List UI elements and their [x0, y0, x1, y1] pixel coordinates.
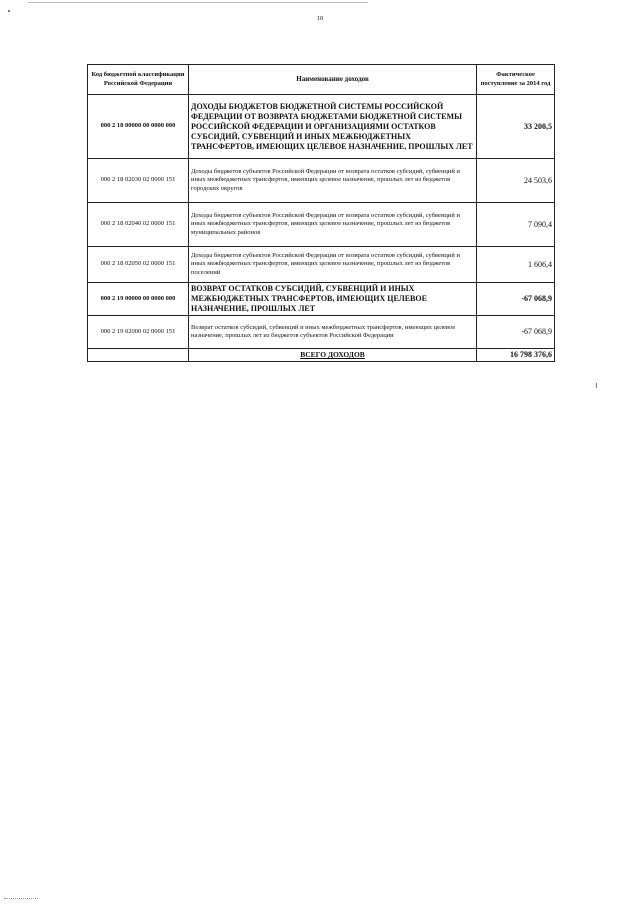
- row-code: 000 2 18 02040 02 0000 151: [88, 203, 189, 247]
- row-code: 000 2 19 00000 00 0000 000: [88, 283, 189, 316]
- scan-mark: [4, 898, 38, 899]
- row-name: Доходы бюджетов субъектов Российской Федерации от возврата остатков субсидий, субвенций и иных межбюджетных трансфертов, имеющих целевое назначение, прошлых лет из бюджетов поселений: [189, 247, 477, 283]
- scan-mark: [8, 10, 10, 12]
- row-code: 000 2 18 00000 00 0000 000: [88, 95, 189, 159]
- row-code: 000 2 18 02030 02 0000 151: [88, 159, 189, 203]
- scan-top-rule: [28, 2, 368, 3]
- row-name: ДОХОДЫ БЮДЖЕТОВ БЮДЖЕТНОЙ СИСТЕМЫ РОССИЙСКОЙ ФЕДЕРАЦИИ ОТ ВОЗВРАТА БЮДЖЕТАМИ БЮДЖЕТНОЙ СИСТЕМЫ РОССИЙСКОЙ ФЕДЕРАЦИИ И ОРГАНИЗАЦИЯМИ ОСТАТКОВ СУБСИДИЙ, СУБВЕНЦИЙ И ИНЫХ МЕЖБЮДЖЕТНЫХ ТРАНСФЕРТОВ, ИМЕЮЩИХ ЦЕЛЕВОЕ НАЗНАЧЕНИЕ, ПРОШЛЫХ ЛЕТ: [189, 95, 477, 159]
- row-amount: 24 503,6: [477, 159, 555, 203]
- total-amount: 16 798 376,6: [477, 349, 555, 362]
- row-code: 000 2 19 02000 02 0000 151: [88, 316, 189, 349]
- row-amount: 7 090,4: [477, 203, 555, 247]
- row-name: Возврат остатков субсидий, субвенций и иных межбюджетных трансфертов, имеющих целевое назначение, прошлых лет из бюджетов субъектов Российской Федерации: [189, 316, 477, 349]
- row-amount: -67 068,9: [477, 283, 555, 316]
- revenue-table: [87, 64, 555, 362]
- table-row: [88, 95, 555, 159]
- row-code: 000 2 18 02050 02 0000 151: [88, 247, 189, 283]
- table-row: [88, 247, 555, 283]
- row-amount: -67 068,9: [477, 316, 555, 349]
- header-code: Код бюджетной классификации Российской Федерации: [88, 65, 189, 95]
- table-row: [88, 159, 555, 203]
- total-row: [88, 349, 555, 362]
- total-code-empty: [88, 349, 189, 362]
- scan-mark: [596, 383, 597, 388]
- row-name: Доходы бюджетов субъектов Российской Федерации от возврата остатков субсидий, субвенций и иных межбюджетных трансфертов, имеющих целевое назначение, прошлых лет из бюджетов городских округов: [189, 159, 477, 203]
- row-name: Доходы бюджетов субъектов Российской Федерации от возврата остатков субсидий, субвенций и иных межбюджетных трансфертов, имеющих целевое назначение, прошлых лет из бюджетов муниципальных районов: [189, 203, 477, 247]
- header-amount: Фактическое поступление за 2014 год: [477, 65, 555, 95]
- total-label: ВСЕГО ДОХОДОВ: [189, 349, 477, 362]
- page-number: 10: [316, 15, 324, 22]
- table-header-row: [88, 65, 555, 95]
- row-name: ВОЗВРАТ ОСТАТКОВ СУБСИДИЙ, СУБВЕНЦИЙ И ИНЫХ МЕЖБЮДЖЕТНЫХ ТРАНСФЕРТОВ, ИМЕЮЩИХ ЦЕЛЕВОЕ НАЗНАЧЕНИЕ, ПРОШЛЫХ ЛЕТ: [189, 283, 477, 316]
- row-amount: 1 606,4: [477, 247, 555, 283]
- table-row: [88, 316, 555, 349]
- header-name: Наименование доходов: [189, 65, 477, 95]
- row-amount: 33 200,5: [477, 95, 555, 159]
- table-row: [88, 203, 555, 247]
- table-row: [88, 283, 555, 316]
